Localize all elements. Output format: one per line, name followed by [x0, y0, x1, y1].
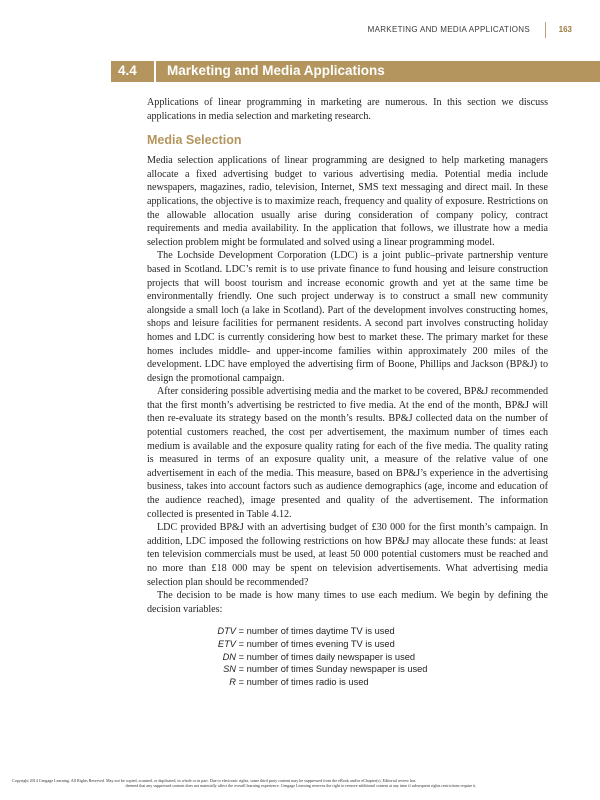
variable-text: = number of times daytime TV is used [238, 626, 395, 637]
variable-symbol: DTV [217, 626, 236, 637]
copyright-line: deemed that any suppressed content does not materially affect the overall learning experience. Cengage Learning reserves the right to remove additional content at any time if subsequent rights restrictions require it. [125, 783, 477, 789]
variable-symbol: DN [222, 651, 236, 662]
decision-variables [147, 625, 548, 688]
variable-symbol: ETV [217, 638, 236, 649]
copyright-line: Copyright 2014 Cengage Learning. All Rights Reserved. May not be copied, scanned, or duplicated, in whole or in part. Due to electronic rights, some third party content may be suppressed from the eBook and/or eChapter(s). Editorial review has [12, 778, 416, 783]
variable-symbol: SN [223, 664, 236, 675]
running-title: MARKETING AND MEDIA APPLICATIONS [367, 25, 530, 34]
paragraph: After considering possible advertising media and the market to be covered, BP&J recommended that the first month’s advertising be restricted to five media. At the end of the month, BP&J will then re-evaluate its strategy based on the month’s results. BP&J collected data on the number of potential customers reached, the cost per advertisement, the maximum number of times each medium is available and the exposure quality rating for each of the five media. The quality rating is measured in terms of an exposure quality unit, a measure of the relative value of one advertisement in each of the media. This measure, based on BP&J’s experience in the advertising business, takes into account factors such as audience demographics (age, income and education of the audience reached), image presented and quality of the advertisement. The information collected is presented in Table 4.12. [147, 386, 548, 520]
paragraph: LDC provided BP&J with an advertising budget of £30 000 for the first month’s campaign. In addition, LDC imposed the following restrictions on how BP&J may allocate these funds: at least ten television commercials must be used, at least 50 000 potential customers must be reached and no more than £18 000 may be spent on television advertisements. What advertising media selection plan should be recommended? [147, 522, 548, 588]
variable-text: = number of times radio is used [238, 676, 369, 687]
section-divider [154, 61, 156, 82]
variable-definition [147, 638, 548, 651]
variable-definition [147, 651, 548, 664]
section-title: Marketing and Media Applications [167, 63, 385, 78]
running-header [0, 22, 600, 40]
header-divider [545, 22, 546, 38]
page-body [147, 96, 548, 688]
subsection-heading: Media Selection [147, 133, 242, 148]
section-heading-bar [111, 61, 600, 82]
variable-definition [147, 663, 548, 676]
section-number: 4.4 [118, 63, 137, 78]
variable-text: = number of times evening TV is used [238, 638, 395, 649]
intro-paragraph: Applications of linear programming in marketing are numerous. In this section we discuss applications in media selection and marketing research. [147, 97, 548, 122]
page-number: 163 [558, 25, 572, 34]
paragraph: Media selection applications of linear programming are designed to help marketing managers allocate a fixed advertising budget to various advertising media. Potential media include newspapers, magazines, radio, television, Internet, SMS text messaging and direct mail. In these applications, the objective is to maximize reach, frequency and quality of exposure. Restrictions on the allowable allocation usually arise during consideration of company policy, contract requirements and media availability. In the application that follows, we illustrate how a media selection problem might be formulated and solved using a linear programming model. [147, 155, 548, 248]
paragraph: The decision to be made is how many times to use each medium. We begin by defining the decision variables: [147, 590, 548, 615]
variable-text: = number of times Sunday newspaper is used [238, 664, 428, 675]
variable-definition [147, 625, 548, 638]
variable-text: = number of times daily newspaper is used [238, 651, 416, 662]
copyright-footer [12, 778, 590, 788]
paragraph: The Lochside Development Corporation (LDC) is a joint public–private partnership venture based in Scotland. LDC’s remit is to use private finance to fund housing and leisure construction projects that will boost tourism and increase economic growth and yet at the same time be environmentally friendly. One such project underway is to construct a small new community alongside a small loch (a lake in Scotland). Part of the development involves constructing homes, shops and leisure facilities for permanent residents. A second part involves constructing holiday homes and LDC is currently considering how best to market these. The primary market for these homes includes middle- and upper-income families within approximately 200 miles of the development. LDC have employed the advertising firm of Boone, Phillips and Jackson (BP&J) to design the promotional campaign. [147, 250, 548, 384]
variable-symbol: R [229, 676, 236, 687]
variable-definition [147, 676, 548, 689]
